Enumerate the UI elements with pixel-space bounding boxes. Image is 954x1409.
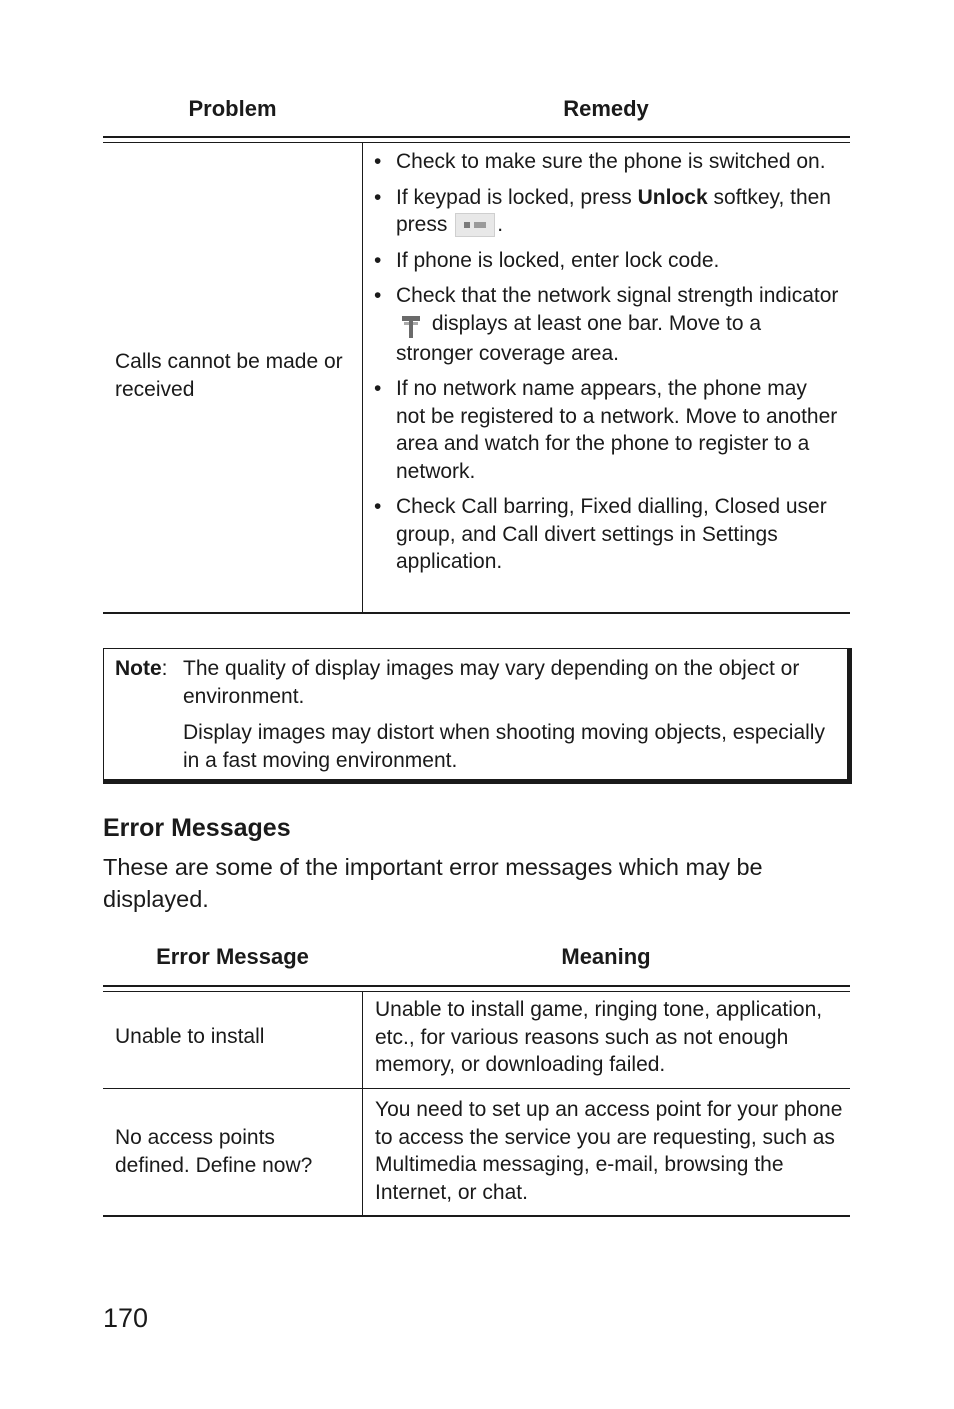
note-label: Note: bbox=[115, 657, 168, 680]
remedy-item: • Check Call barring, Fixed dialling, Closed user group, and Call divert settings in Settings application. bbox=[374, 495, 827, 573]
table-row-rule bbox=[103, 1088, 850, 1089]
error-message-cell: Unable to install bbox=[115, 1025, 265, 1048]
bullet: • bbox=[374, 377, 382, 400]
meaning-cell: Unable to install game, ringing tone, application, etc., for various reasons such as not enough memory, or downloading failed. bbox=[375, 998, 823, 1076]
remedy-list bbox=[374, 148, 840, 584]
note-paragraph: The quality of display images may vary depending on the object or environment. bbox=[183, 657, 800, 708]
note-paragraph: Display images may distort when shooting moving objects, especially in a fast moving environment. bbox=[183, 721, 825, 772]
softkey-icon bbox=[455, 213, 495, 237]
table-bottom-rule bbox=[103, 1215, 850, 1217]
remedy-item: • If keypad is locked, press Unlock softkey, then press . bbox=[374, 185, 831, 236]
bullet: • bbox=[374, 185, 382, 209]
page-number: 170 bbox=[103, 1303, 149, 1333]
remedy-item: • Check that the network signal strength indicator displays at least one bar. Move to a stronger coverage area. bbox=[374, 284, 839, 365]
bullet: • bbox=[374, 495, 382, 518]
column-divider bbox=[362, 143, 363, 613]
table-header-rule bbox=[103, 136, 850, 143]
problem-cell: Calls cannot be made or received bbox=[115, 350, 343, 401]
header-meaning: Meaning bbox=[561, 944, 651, 969]
remedy-item: • If no network name appears, the phone may not be registered to a network. Move to another area and watch for the phone to register to a network. bbox=[374, 377, 838, 483]
remedy-item: • If phone is locked, enter lock code. bbox=[374, 247, 840, 275]
bullet: • bbox=[374, 150, 382, 173]
section-intro: These are some of the important error messages which may be displayed. bbox=[103, 854, 763, 912]
table-bottom-rule bbox=[103, 612, 850, 614]
remedy-item: • Check to make sure the phone is switched on. bbox=[374, 148, 840, 176]
error-message-cell: No access points defined. Define now? bbox=[115, 1126, 313, 1177]
header-remedy: Remedy bbox=[563, 96, 649, 121]
bullet: • bbox=[374, 248, 382, 272]
table-header-rule bbox=[103, 985, 850, 992]
meaning-cell: You need to set up an access point for your phone to access the service you are requesting, such as Multimedia messaging, e-mail, browsing the Internet, or chat. bbox=[375, 1098, 843, 1204]
header-error-message: Error Message bbox=[156, 944, 309, 969]
section-heading: Error Messages bbox=[103, 814, 291, 842]
header-problem: Problem bbox=[188, 96, 277, 121]
unlock-softkey-label: Unlock bbox=[637, 185, 708, 209]
signal-strength-icon bbox=[400, 310, 422, 340]
bullet: • bbox=[374, 284, 382, 307]
column-divider bbox=[362, 992, 363, 1216]
